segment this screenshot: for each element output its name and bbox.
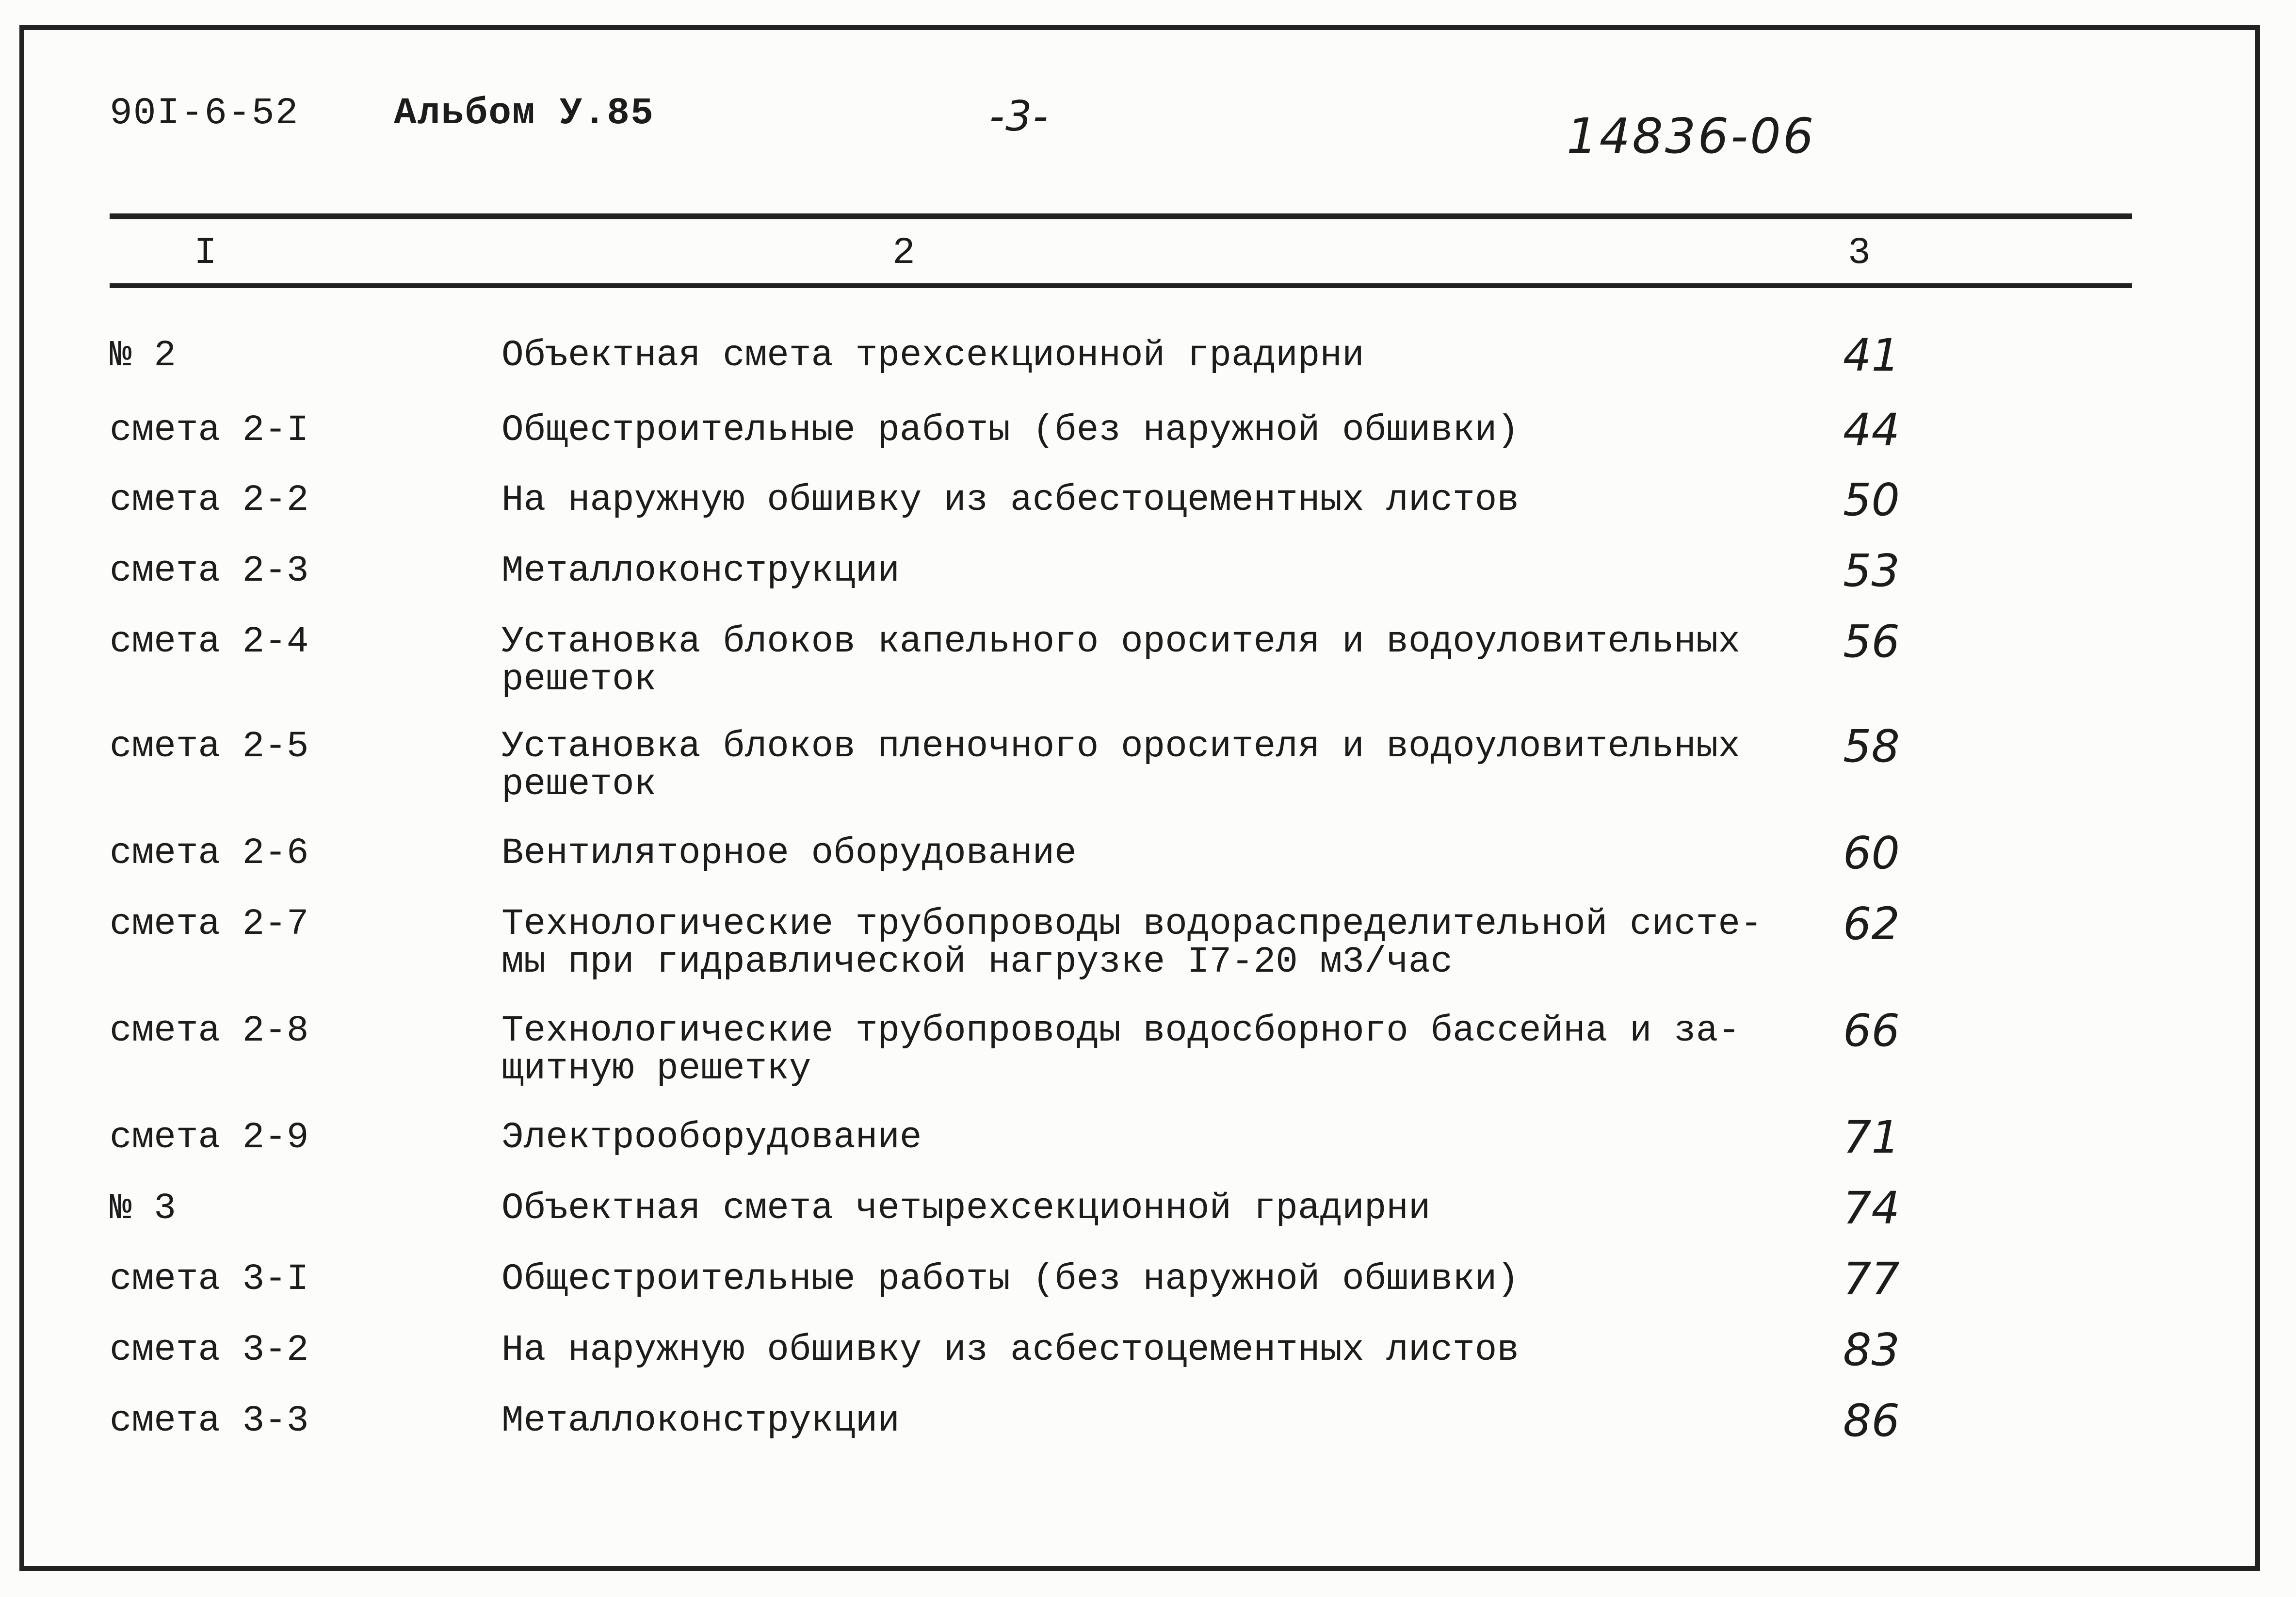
row-title: На наружную обшивку из асбестоцементных листов bbox=[501, 479, 1519, 521]
row-id: смета 2-I bbox=[110, 409, 309, 451]
row-id: смета 2-8 bbox=[110, 1010, 309, 1052]
column-header-1: I bbox=[194, 232, 217, 275]
doc-number: 14836-06 bbox=[1567, 108, 1816, 164]
row-id: смета 3-2 bbox=[110, 1329, 309, 1371]
column-header-2: 2 bbox=[892, 232, 915, 275]
row-title: Общестроительные работы (без наружной обшивки) bbox=[501, 409, 1519, 451]
row-id: смета 3-I bbox=[110, 1258, 309, 1300]
row-title: Вентиляторное оборудование bbox=[501, 832, 1077, 874]
row-page: 50 bbox=[1843, 474, 1900, 526]
row-page: 62 bbox=[1843, 898, 1900, 950]
row-title: Металлоконструкции bbox=[501, 550, 900, 592]
page-number: -3- bbox=[989, 92, 1049, 141]
row-page: 86 bbox=[1843, 1395, 1900, 1447]
row-title: Установка блоков капельного оросителя и водоуловительных решеток bbox=[501, 621, 1741, 701]
row-title: На наружную обшивку из асбестоцементных листов bbox=[501, 1329, 1519, 1371]
album-label: Альбом У.85 bbox=[394, 92, 654, 135]
row-id: смета 2-9 bbox=[110, 1117, 309, 1158]
row-page: 71 bbox=[1843, 1111, 1900, 1163]
row-page: 53 bbox=[1843, 545, 1900, 597]
table-top-rule bbox=[110, 213, 2132, 219]
row-title: Объектная смета четырехсекционной градирни bbox=[501, 1188, 1431, 1229]
row-id: смета 2-6 bbox=[110, 832, 309, 874]
row-id: смета 2-5 bbox=[110, 726, 309, 767]
row-id: смета 3-3 bbox=[110, 1400, 309, 1442]
row-page: 83 bbox=[1843, 1324, 1900, 1376]
row-title: Установка блоков пленочного оросителя и водоуловительных решеток bbox=[501, 726, 1741, 805]
row-id: смета 2-4 bbox=[110, 621, 309, 663]
row-id: № 3 bbox=[110, 1188, 176, 1229]
row-title: Общестроительные работы (без наружной обшивки) bbox=[501, 1258, 1519, 1300]
row-page: 60 bbox=[1843, 827, 1900, 879]
row-page: 44 bbox=[1843, 404, 1900, 456]
row-title: Технологические трубопроводы водораспределительной систе-мы при гидравлической нагрузке I7-20 м3/час bbox=[501, 903, 1762, 983]
row-id: смета 2-2 bbox=[110, 479, 309, 521]
row-page: 74 bbox=[1843, 1182, 1900, 1234]
row-id: смета 2-7 bbox=[110, 903, 309, 945]
row-page: 41 bbox=[1843, 329, 1900, 381]
row-id: № 2 bbox=[110, 335, 176, 376]
row-page: 58 bbox=[1843, 720, 1900, 772]
row-title: Электрооборудование bbox=[501, 1117, 922, 1158]
row-page: 56 bbox=[1843, 616, 1900, 668]
table-header-rule bbox=[110, 283, 2132, 288]
row-page: 66 bbox=[1843, 1005, 1900, 1057]
row-title: Металлоконструкции bbox=[501, 1400, 900, 1442]
row-title: Технологические трубопроводы водосборного бассейна и за-щитную решетку bbox=[501, 1010, 1741, 1090]
column-header-3: 3 bbox=[1848, 232, 1871, 275]
row-id: смета 2-3 bbox=[110, 550, 309, 592]
row-page: 77 bbox=[1843, 1253, 1900, 1305]
doc-code: 90I-6-52 bbox=[110, 92, 299, 135]
row-title: Объектная смета трехсекционной градирни bbox=[501, 335, 1364, 376]
